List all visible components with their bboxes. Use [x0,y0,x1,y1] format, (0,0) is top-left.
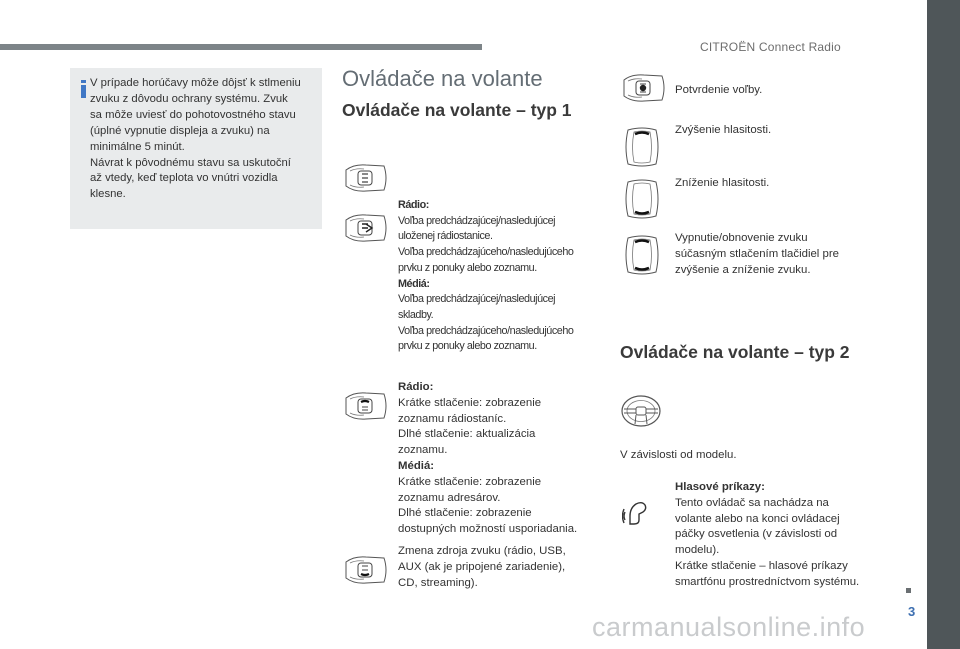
text-line: Dlhé stlačenie: zobrazenie [398,507,532,520]
volume-wheel-icon [620,176,664,222]
text-line: zoznamu rádiostaníc. [398,412,507,425]
text-line: Zvýšenie hlasitosti. [675,124,772,136]
type1-item-2-text [398,380,604,538]
steering-control-icon [342,388,390,424]
info-line: Návrat k pôvodnému stavu sa uskutoční [90,156,291,169]
text-line: CD, streaming). [398,576,478,589]
text-line: Krátke stlačenie: zobrazenie [398,396,542,409]
text-line: zoznamu. [398,444,448,457]
text-line: AUX (ak je pripojené zariadenie), [398,560,566,573]
type1-item-1-text [398,198,604,355]
text-line: dostupných možností usporiadania. [398,523,578,536]
info-line: klesne. [90,188,126,201]
info-note-text [90,76,316,203]
text-line: skladby. [398,308,434,321]
info-line: sa môže uviesť do pohotovostného stavu [90,108,296,121]
text-line: modelu). [675,544,720,557]
steering-control-icon [342,210,390,246]
text-line: Zmena zdroja zvuku (rádio, USB, [398,545,566,557]
text-line: Zníženie hlasitosti. [675,177,770,189]
info-icon [81,80,86,98]
text-line: Vypnutie/obnovenie zvuku [675,232,808,244]
text-line: Potvrdenie voľby. [675,84,763,96]
volume-wheel-icon [620,232,664,278]
model-note: V závislosti od modelu. [620,449,737,461]
info-line: zvuku z dôvodu ochrany systému. Zvuk [90,92,288,105]
confirm-text [675,83,875,99]
section-title: Ovládače na volante [342,66,543,91]
watermark: carmanualsonline.info [592,612,866,642]
side-margin-bar [927,0,960,649]
radio-label: Rádio: [398,381,434,393]
voice-command-text [675,480,875,591]
page-number: 3 [908,604,916,619]
steering-control-icon [342,552,390,588]
steering-control-icon [342,160,390,196]
text-line: Voľba predchádzajúceho/nasledujúceho [398,324,574,337]
text-line: zoznamu adresárov. [398,491,501,504]
text-line: volante alebo na konci ovládacej [675,512,840,525]
text-line: Dlhé stlačenie: aktualizácia [398,428,536,441]
info-line: V prípade horúčavy môže dôjsť k stlmeniu [90,77,301,89]
mute-text [675,231,875,278]
text-line: Voľba predchádzajúceho/nasledujúceho [398,246,574,259]
text-line: prvku z ponuky alebo zoznamu. [398,340,537,353]
text-line: smartfónu prostredníctvom systému. [675,575,860,588]
text-line: prvku z ponuky alebo zoznamu. [398,261,537,274]
volume-wheel-icon [620,124,664,170]
info-line: až vtedy, keď teplota vo vnútri vozidla [90,172,278,185]
text-line: Tento ovládač sa nachádza na [675,496,829,509]
text-line: Krátke stlačenie – hlasové príkazy [675,559,848,572]
info-line: (úplné vypnutie displeja a zvuku) na [90,124,270,137]
header-rule [0,44,482,50]
info-line: minimálne 5 minút. [90,140,185,153]
media-label: Médiá: [398,459,435,472]
media-label: Médiá: [398,277,430,290]
text-line: Voľba predchádzajúcej/nasledujúcej [398,293,556,306]
type2-heading: Ovládače na volante – typ 2 [620,342,850,362]
running-header: CITROËN Connect Radio [700,40,841,54]
text-line: páčky osvetlenia (v závislosti od [675,528,838,541]
type1-heading: Ovládače na volante – typ 1 [342,100,572,120]
text-line: zvýšenie a zníženie zvuku. [675,263,811,276]
text-line: uloženej rádiostanice. [398,230,493,243]
volume-down-text [675,176,875,192]
radio-label: Rádio: [398,199,429,211]
text-line: Voľba predchádzajúcej/nasledujúcej [398,214,556,227]
type1-item-3-text [398,544,604,591]
voice-command-icon [622,498,652,528]
steering-control-icon [620,70,668,106]
voice-label: Hlasové príkazy: [675,481,765,493]
text-line: Krátke stlačenie: zobrazenie [398,475,542,488]
page-marker [906,588,911,593]
text-line: súčasným stlačením tlačidiel pre [675,247,839,260]
volume-up-text [675,123,875,139]
steering-wheel-icon [620,394,662,428]
